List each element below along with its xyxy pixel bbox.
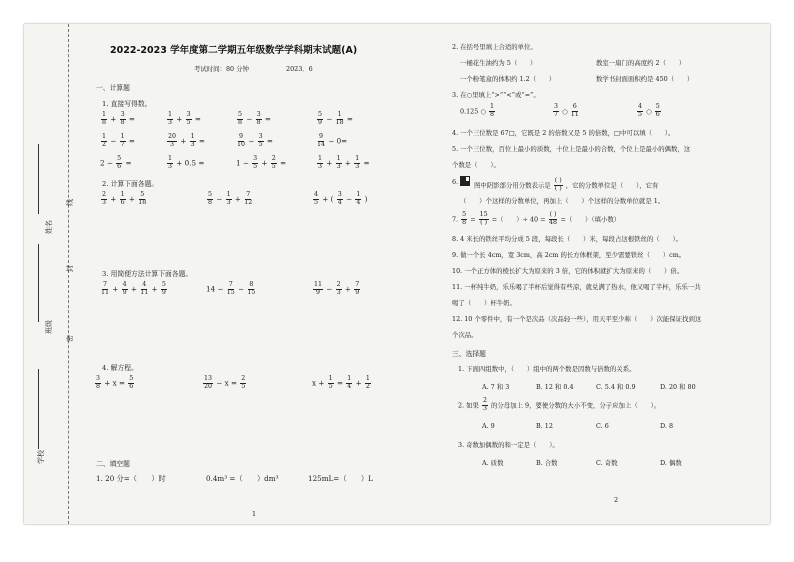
fraction <box>354 156 360 171</box>
expression-text: + ( <box>320 194 336 204</box>
r-q2c: 一个粉笔盒的体积约 1.2（ ） <box>460 75 556 83</box>
expression-text: + x = <box>102 378 128 388</box>
fraction <box>346 376 352 391</box>
r-q3c: $\frac{4}{5}$ ○ $\frac{5}{6}$ <box>638 103 660 119</box>
expression-text: + <box>174 114 185 124</box>
numerator: 1 <box>337 111 342 118</box>
fraction <box>226 192 232 207</box>
class-label: 班级 <box>45 320 53 334</box>
direct-answer-item <box>316 156 370 171</box>
numerator: 1 <box>336 155 341 162</box>
numerator: 3 <box>96 375 101 382</box>
numerator: 1 <box>168 155 173 162</box>
direct-answer-item <box>166 156 204 171</box>
r-q7: 7. $\frac{5}{8}$ = $\frac{15}{( )}$ =（ ）÷ 40 = $\frac{( )}{48}$ =（ ）（填小数） <box>452 211 621 227</box>
school-label: 学校 <box>37 450 45 464</box>
class-underline <box>38 244 39 322</box>
fraction <box>167 134 177 149</box>
choice-option[interactable]: D. 8 <box>660 422 674 430</box>
expression-text: − <box>244 114 255 124</box>
r-q12a: 12. 10 个零件中，有一个是次品（次品轻一些），用天平至少称（ ）次能保证找到这 <box>452 315 702 323</box>
direct-answer-item <box>166 112 201 127</box>
choice-option[interactable]: D. 偶数 <box>660 459 682 467</box>
choice-option[interactable]: D. 20 和 80 <box>660 383 696 391</box>
expression-text: − x = <box>214 378 240 388</box>
fraction-blank: $\frac{( )}{( )}$ <box>554 177 562 193</box>
expression-text: − <box>326 136 337 146</box>
expression-text: 0.5 = <box>184 158 205 168</box>
numerator: 3 <box>186 111 191 118</box>
numerator: 1 <box>190 133 195 140</box>
numerator: 3 <box>253 155 258 162</box>
fraction <box>237 112 243 127</box>
expression-text: + <box>342 284 354 294</box>
r-q2d: 数学书封面面积约是 450（ ） <box>596 75 694 83</box>
expression-text: 1 − <box>236 158 252 168</box>
denominator: 3 <box>102 199 107 207</box>
fraction <box>258 134 264 149</box>
denominator: 8 <box>238 119 243 127</box>
numerator: 8 <box>249 281 254 288</box>
direct-answer-item <box>236 156 286 171</box>
fraction: $\frac{3}{7}$ <box>554 103 559 119</box>
simplify-item <box>312 282 361 297</box>
r-q12b: 个次品。 <box>452 331 478 339</box>
fraction <box>122 282 128 297</box>
denominator: 8 <box>102 119 107 127</box>
direct-answer-item <box>236 134 273 149</box>
fraction: $\frac{15}{( )}$ <box>479 211 488 227</box>
fraction <box>101 134 107 149</box>
equation-item <box>202 376 247 391</box>
numerator: 3 <box>256 111 261 118</box>
choice-option[interactable]: A. 7 和 3 <box>482 383 510 391</box>
numerator: 3 <box>258 133 263 140</box>
denominator: 8 <box>208 199 213 207</box>
page-number-left: 1 <box>252 510 257 518</box>
expression-text: 0= <box>336 136 348 146</box>
direct-answer-item <box>100 134 135 149</box>
expression-text: − <box>108 136 119 146</box>
choice-option[interactable]: C. 5.4 和 0.9 <box>596 383 636 391</box>
denominator: 3 <box>190 141 195 149</box>
fraction <box>120 192 126 207</box>
fraction <box>244 192 252 207</box>
expression-text: − <box>214 194 225 204</box>
denominator: 14 <box>317 141 326 149</box>
denominator: 3 <box>355 163 360 171</box>
denominator: 4 <box>347 383 352 391</box>
expression-text: + <box>259 158 270 168</box>
denominator: 5 <box>186 119 191 127</box>
expression-text: + <box>178 136 189 146</box>
fraction: $\frac{4}{5}$ <box>638 103 643 119</box>
binding-dashed-line <box>68 24 69 524</box>
r-q10: 10. 一个正方体的棱长扩大为原来的 3 倍，它的体积就扩大为原来的（ ）倍。 <box>452 267 684 275</box>
fraction <box>365 376 371 391</box>
fraction <box>120 112 126 127</box>
r-q6-num: 6. <box>452 178 459 186</box>
expression-text: + <box>149 284 160 294</box>
numerator: 1 <box>356 191 361 198</box>
denominator: 5 <box>271 163 276 171</box>
expression-text: = <box>123 158 132 168</box>
fill-q1c: 125mL=（ ）L <box>308 474 373 483</box>
denominator: 7 <box>120 141 125 149</box>
section-choice-heading: 三、选择题 <box>452 350 486 358</box>
fraction: $\frac{2}{3}$ <box>482 397 487 413</box>
expression-text: + <box>232 194 244 204</box>
numerator: 1 <box>102 111 107 118</box>
fraction <box>355 192 361 207</box>
denominator: 3 <box>336 163 341 171</box>
denominator: 8 <box>256 119 261 127</box>
exam-sheet <box>24 24 770 524</box>
denominator: 15 <box>247 289 256 297</box>
numerator: 1 <box>168 111 173 118</box>
expression-text: = <box>361 158 370 168</box>
numerator: 1 <box>120 191 125 198</box>
expression-text: + <box>174 158 185 168</box>
r-q6b: （ ）个这样的分数单位，再加上（ ）个这样的分数单位就是 1。 <box>460 197 665 205</box>
fraction <box>317 156 323 171</box>
choice-q2: 2. 如果 $\frac{2}{3}$ 的分母加上 9，要使分数的大小不变，分子应加上（ ）。 <box>458 397 661 413</box>
expression-text: + <box>108 194 119 204</box>
expression-text: = <box>264 136 273 146</box>
numerator: 7 <box>355 281 360 288</box>
choice-option[interactable]: B. 合数 <box>536 459 558 467</box>
expression-text: = <box>344 114 353 124</box>
expression-text: = <box>126 114 135 124</box>
q2-heading: 2. 计算下面各题。 <box>102 180 159 188</box>
fraction <box>167 112 173 127</box>
fraction <box>128 376 134 391</box>
school-underline <box>38 369 39 449</box>
expression-text: 2 − <box>100 158 116 168</box>
expression-text: = <box>192 114 201 124</box>
numerator: 1 <box>347 375 352 382</box>
choice-option[interactable]: B. 12 和 0.4 <box>536 383 574 391</box>
denominator: 6 <box>120 199 125 207</box>
denominator: 15 <box>226 289 235 297</box>
numerator: 2 <box>336 281 341 288</box>
fraction <box>140 282 148 297</box>
choice-option[interactable]: B. 12 <box>536 422 553 430</box>
denominator: 6 <box>117 163 122 171</box>
fraction <box>256 112 262 127</box>
denominator: 10 <box>237 141 246 149</box>
expression-text: + <box>126 194 138 204</box>
numerator: 5 <box>140 191 145 198</box>
equation-item <box>94 376 135 391</box>
fraction <box>116 156 122 171</box>
simplify-item <box>100 282 168 297</box>
choice-option[interactable]: C. 6 <box>596 422 609 430</box>
denominator: 18 <box>335 119 344 127</box>
fraction: $\frac{( )}{48}$ <box>549 211 558 227</box>
expression-text: − <box>324 284 335 294</box>
expression-text: + <box>108 114 119 124</box>
expression-text: = <box>262 114 271 124</box>
denominator: 12 <box>244 199 253 207</box>
numerator: 1 <box>120 133 125 140</box>
denominator: 3 <box>168 119 173 127</box>
denominator: 4 <box>356 199 361 207</box>
q4-heading: 4. 解方程。 <box>102 364 138 372</box>
fraction <box>252 156 258 171</box>
choice-option[interactable]: A. 质数 <box>482 459 504 467</box>
fraction <box>138 192 146 207</box>
r-q4: 4. 一个三位数是 67□，它既是 2 的倍数又是 5 的倍数，□中可以填（ ）。 <box>452 129 675 137</box>
expression-text: − <box>324 114 335 124</box>
denominator: 5 <box>241 383 246 391</box>
expression-text: = <box>277 158 287 168</box>
expression-text: − <box>343 194 355 204</box>
r-q11a: 11. 一杯纯牛奶，乐乐喝了半杯后觉得有些凉，就兑满了热水，他又喝了半杯，乐乐一共 <box>452 283 701 291</box>
numerator: 4 <box>122 281 127 288</box>
numerator: 7 <box>246 191 251 198</box>
denominator: 3 <box>170 141 175 149</box>
expression-text: + <box>342 158 354 168</box>
fraction <box>240 376 246 391</box>
numerator: 4 <box>142 281 147 288</box>
fraction: $\frac{6}{11}$ <box>570 103 579 119</box>
numerator: 5 <box>117 155 122 162</box>
simplify-item <box>206 282 256 297</box>
numerator: 2 <box>241 375 246 382</box>
fraction <box>328 376 334 391</box>
numerator: 9 <box>319 133 324 140</box>
fraction <box>203 376 213 391</box>
numerator: 5 <box>318 111 323 118</box>
direct-answer-item <box>166 134 205 149</box>
exam-time: 考试时间：80 分钟 <box>194 65 249 73</box>
numerator: 5 <box>161 281 166 288</box>
fraction <box>101 192 107 207</box>
r-q5a: 5. 一个三位数，百位上最小的质数，十位上是最小的合数，个位上是最小的偶数，这 <box>452 145 691 153</box>
fraction: $\frac{5}{8}$ <box>462 211 467 227</box>
expression-text: − <box>235 284 247 294</box>
exam-title: 2022-2023 学年度第二学期五年级数学学科期末试题(A) <box>110 45 358 56</box>
shaded-grid-icon <box>460 176 470 186</box>
numerator: 2 <box>271 155 276 162</box>
expression-text: − <box>246 136 257 146</box>
fraction <box>227 282 235 297</box>
r-q5b: 个数是（ ）。 <box>452 161 500 169</box>
choice-q1: 1. 下面四组数中，（ ）组中的两个数是因数与倍数的关系。 <box>458 365 636 373</box>
numerator: 1 <box>102 133 107 140</box>
fraction <box>101 112 107 127</box>
r-q2a: 一桶花生油约为 5（ ） <box>460 59 537 67</box>
page-number-right: 2 <box>614 496 619 504</box>
fill-q1a: 1. 20 分=（ ）时 <box>96 474 166 483</box>
expression-text: 14 − <box>206 284 226 294</box>
numerator: 1 <box>365 375 370 382</box>
direct-answer-item <box>316 112 353 127</box>
denominator: 4 <box>337 199 342 207</box>
denominator: 20 <box>204 383 213 391</box>
r-q2: 2. 在括号里填上合适的单位。 <box>452 43 537 51</box>
direct-answer-item <box>316 134 347 149</box>
denominator: 2 <box>365 383 370 391</box>
fill-q1b: 0.4m³ =（ ）dm³ <box>206 474 279 483</box>
denominator: 9 <box>122 289 127 297</box>
fraction: $\frac{1}{8}$ <box>489 103 494 119</box>
denominator: 5 <box>253 163 258 171</box>
numerator: 2 <box>102 191 107 198</box>
name-label: 姓名 <box>45 220 53 234</box>
q3-heading: 3. 用简便方法计算下面各题。 <box>102 270 193 278</box>
expression-text: = <box>196 136 205 146</box>
calc-item <box>206 192 253 207</box>
fraction <box>167 156 173 171</box>
denominator: 18 <box>138 199 147 207</box>
numerator: 7 <box>228 281 233 288</box>
denominator: 2 <box>102 141 107 149</box>
r-q2b: 教室一扇门的高度约 2（ ） <box>596 59 686 67</box>
numerator: 20 <box>168 133 177 140</box>
choice-option[interactable]: A. 9 <box>482 422 495 430</box>
denominator: 9 <box>318 119 323 127</box>
fraction <box>317 134 325 149</box>
direct-answer-item <box>236 112 271 127</box>
calc-item <box>100 192 147 207</box>
denominator: 5 <box>328 383 333 391</box>
section-fill-heading: 二、填空题 <box>96 460 130 468</box>
fraction <box>336 282 342 297</box>
seal-mark-line: 线 <box>66 199 74 206</box>
fraction <box>271 156 277 171</box>
denominator: 11 <box>140 289 149 297</box>
fraction: $\frac{5}{6}$ <box>655 103 660 119</box>
equation-item <box>312 376 372 391</box>
direct-answer-item <box>100 112 135 127</box>
denominator: 3 <box>226 199 231 207</box>
fraction <box>336 112 344 127</box>
denominator: 9 <box>316 289 321 297</box>
denominator: 3 <box>168 163 173 171</box>
fraction <box>313 192 319 207</box>
expression-text: + <box>128 284 140 294</box>
numerator: 1 <box>355 155 360 162</box>
numerator: 13 <box>204 375 213 382</box>
numerator: 3 <box>337 191 342 198</box>
denominator: 9 <box>161 289 166 297</box>
denominator: 8 <box>96 383 101 391</box>
fraction <box>101 282 109 297</box>
r-q3a: 0.125 ○ $\frac{1}{8}$ <box>460 103 494 119</box>
denominator: 3 <box>336 289 341 297</box>
r-q6a: 图中阴影部分用分数表示是 $\frac{( )}{( )}$ ，它的分数单位是（ ），它有 <box>474 177 659 193</box>
seal-mark-feng: 封 <box>66 265 74 272</box>
numerator: 7 <box>103 281 108 288</box>
fraction <box>237 134 245 149</box>
fraction <box>190 134 196 149</box>
expression-text: = <box>334 378 346 388</box>
numerator: 3 <box>120 111 125 118</box>
numerator: 1 <box>226 191 231 198</box>
numerator: 9 <box>239 133 244 140</box>
exam-date: 2023．6 <box>286 65 313 73</box>
denominator: 9 <box>355 289 360 297</box>
fraction <box>337 192 343 207</box>
fraction <box>313 282 323 297</box>
expression-text: = <box>126 136 135 146</box>
numerator: 1 <box>318 155 323 162</box>
denominator: 11 <box>101 289 110 297</box>
expression-text: + <box>110 284 121 294</box>
r-q3b: $\frac{3}{7}$ ○ $\frac{6}{11}$ <box>554 103 579 119</box>
denominator: 5 <box>258 141 263 149</box>
section-calc-heading: 一、计算题 <box>96 84 130 92</box>
seal-mark-mi: 密 <box>66 335 74 342</box>
fraction <box>186 112 192 127</box>
numerator: 5 <box>129 375 134 382</box>
fraction <box>317 112 323 127</box>
numerator: 5 <box>208 191 213 198</box>
fraction <box>247 282 255 297</box>
r-q3: 3. 在○里填上“>”“<”或“=”。 <box>452 91 540 99</box>
fraction <box>336 156 342 171</box>
r-q11b: 喝了（ ）杯牛奶。 <box>452 299 516 307</box>
choice-q3: 3. 奇数加偶数的和一定是（ ）。 <box>458 441 559 449</box>
choice-option[interactable]: C. 奇数 <box>596 459 618 467</box>
fraction <box>120 134 126 149</box>
expression-text: ) <box>362 194 368 204</box>
fraction <box>95 376 101 391</box>
denominator: 8 <box>120 119 125 127</box>
expression-text: x + <box>312 378 327 388</box>
fraction <box>161 282 167 297</box>
direct-answer-item <box>100 156 132 171</box>
expression-text: + <box>324 158 335 168</box>
numerator: 1 <box>328 375 333 382</box>
numerator: 5 <box>238 111 243 118</box>
name-underline <box>38 144 39 214</box>
numerator: 4 <box>314 191 319 198</box>
fraction <box>207 192 213 207</box>
denominator: 5 <box>314 199 319 207</box>
expression-text: + <box>353 378 364 388</box>
denominator: 3 <box>318 163 323 171</box>
r-q8: 8. 4 米长的铁丝平均分成 5 段，每段长（ ）米，每段占这根铁丝的（ ）。 <box>452 235 683 243</box>
fraction <box>354 282 360 297</box>
numerator: 11 <box>314 281 323 288</box>
r-q9: 9. 做一个长 4cm，宽 3cm，高 2cm 的长方体框架，至少需要铁丝（ ）cm。 <box>452 251 686 259</box>
calc-item <box>312 192 367 207</box>
q1-heading: 1. 直接写得数。 <box>102 100 152 108</box>
denominator: 6 <box>129 383 134 391</box>
